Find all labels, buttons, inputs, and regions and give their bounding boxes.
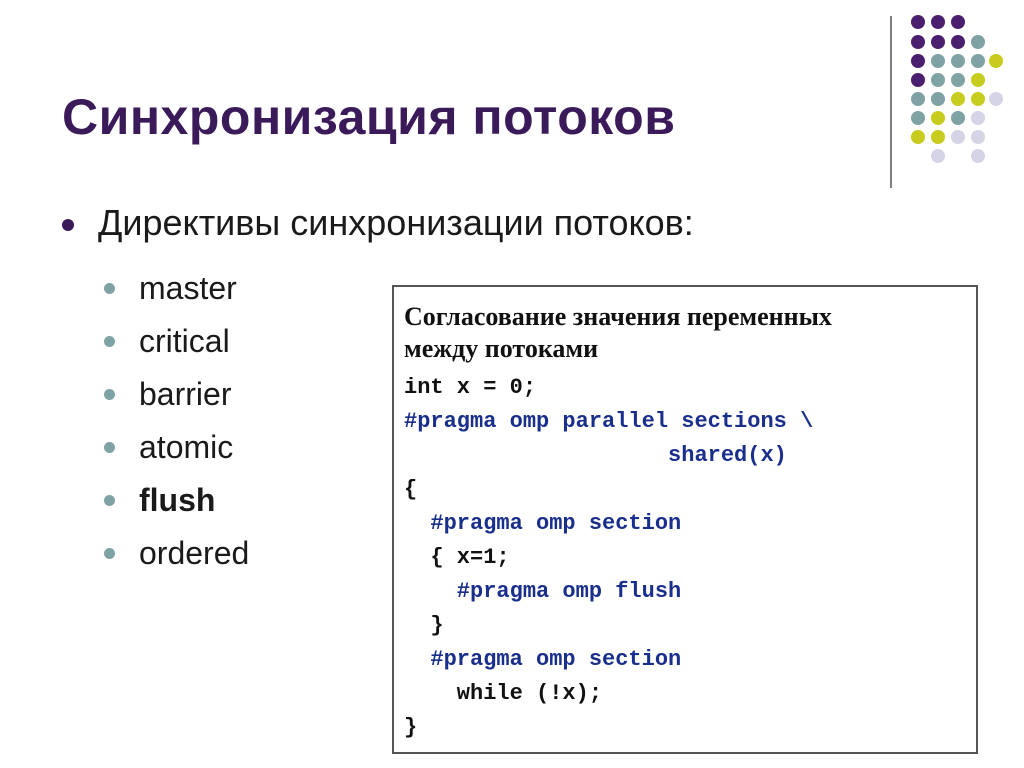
decorative-dot bbox=[931, 130, 945, 144]
decorative-dot bbox=[951, 54, 965, 68]
code-listing bbox=[404, 371, 966, 745]
directive-item-critical bbox=[104, 315, 249, 368]
code-line: } bbox=[404, 613, 444, 638]
bullet-dot-icon bbox=[62, 219, 74, 231]
directive-item-atomic bbox=[104, 421, 249, 474]
decorative-dot bbox=[971, 111, 985, 125]
directive-label: barrier bbox=[139, 376, 232, 412]
sub-bullet-dot-icon bbox=[104, 283, 115, 294]
decorative-dot bbox=[911, 35, 925, 49]
directive-item-flush bbox=[104, 474, 249, 527]
decorative-dot bbox=[911, 130, 925, 144]
decorative-dot bbox=[971, 149, 985, 163]
code-line: while (!x); bbox=[404, 681, 603, 706]
decorative-dot bbox=[931, 15, 945, 29]
code-line: { bbox=[404, 477, 418, 502]
sub-bullet-dot-icon bbox=[104, 548, 115, 559]
decorative-dot bbox=[951, 92, 965, 106]
decorative-dot bbox=[971, 35, 985, 49]
decorative-dot bbox=[971, 73, 985, 87]
sub-bullet-dot-icon bbox=[104, 442, 115, 453]
decorative-dot bbox=[989, 54, 1003, 68]
code-line: #pragma omp flush bbox=[404, 579, 682, 604]
directive-list bbox=[104, 262, 249, 580]
directive-label: critical bbox=[139, 323, 230, 359]
directive-item-master bbox=[104, 262, 249, 315]
decorative-dot bbox=[931, 54, 945, 68]
decorative-dot bbox=[931, 111, 945, 125]
directive-label: atomic bbox=[139, 429, 234, 465]
decorative-dot bbox=[971, 92, 985, 106]
decorative-dot bbox=[971, 130, 985, 144]
code-box-heading bbox=[404, 301, 966, 365]
code-line: int x = 0; bbox=[404, 375, 537, 400]
code-example-box bbox=[392, 285, 978, 754]
decorative-dot bbox=[989, 92, 1003, 106]
decorative-dot bbox=[951, 15, 965, 29]
code-line: shared(x) bbox=[404, 443, 787, 468]
directive-label: master bbox=[139, 270, 237, 306]
decorative-dot bbox=[911, 92, 925, 106]
decorative-dot bbox=[911, 54, 925, 68]
sub-bullet-dot-icon bbox=[104, 495, 115, 506]
decorative-dot bbox=[951, 73, 965, 87]
code-box-heading-line-1: Согласование значения переменных bbox=[404, 302, 832, 331]
code-box-heading-line-2: между потоками bbox=[404, 334, 599, 363]
directive-item-barrier bbox=[104, 368, 249, 421]
decorative-dot bbox=[911, 15, 925, 29]
decorative-dot bbox=[911, 111, 925, 125]
decorative-dot bbox=[951, 35, 965, 49]
decorative-dot bbox=[971, 54, 985, 68]
code-line: } bbox=[404, 715, 418, 740]
code-line: #pragma omp section bbox=[404, 511, 682, 536]
decorative-dot bbox=[911, 73, 925, 87]
sub-bullet-dot-icon bbox=[104, 336, 115, 347]
decorative-divider bbox=[890, 16, 892, 188]
code-line: #pragma omp section bbox=[404, 647, 682, 672]
directive-label: flush bbox=[139, 482, 216, 518]
decorative-dot bbox=[931, 92, 945, 106]
code-line: #pragma omp parallel sections \ bbox=[404, 409, 814, 434]
decorative-dot bbox=[931, 149, 945, 163]
slide-title: Синхронизация потоков bbox=[62, 89, 676, 145]
main-bullet-text: Директивы синхронизации потоков: bbox=[98, 202, 694, 243]
sub-bullet-dot-icon bbox=[104, 389, 115, 400]
code-line: { x=1; bbox=[404, 545, 510, 570]
decorative-dot bbox=[951, 111, 965, 125]
directive-item-ordered bbox=[104, 527, 249, 580]
directive-label: ordered bbox=[139, 535, 250, 571]
decorative-dot bbox=[951, 130, 965, 144]
decorative-dot bbox=[931, 35, 945, 49]
decorative-dot bbox=[931, 73, 945, 87]
main-bullet bbox=[62, 202, 694, 244]
